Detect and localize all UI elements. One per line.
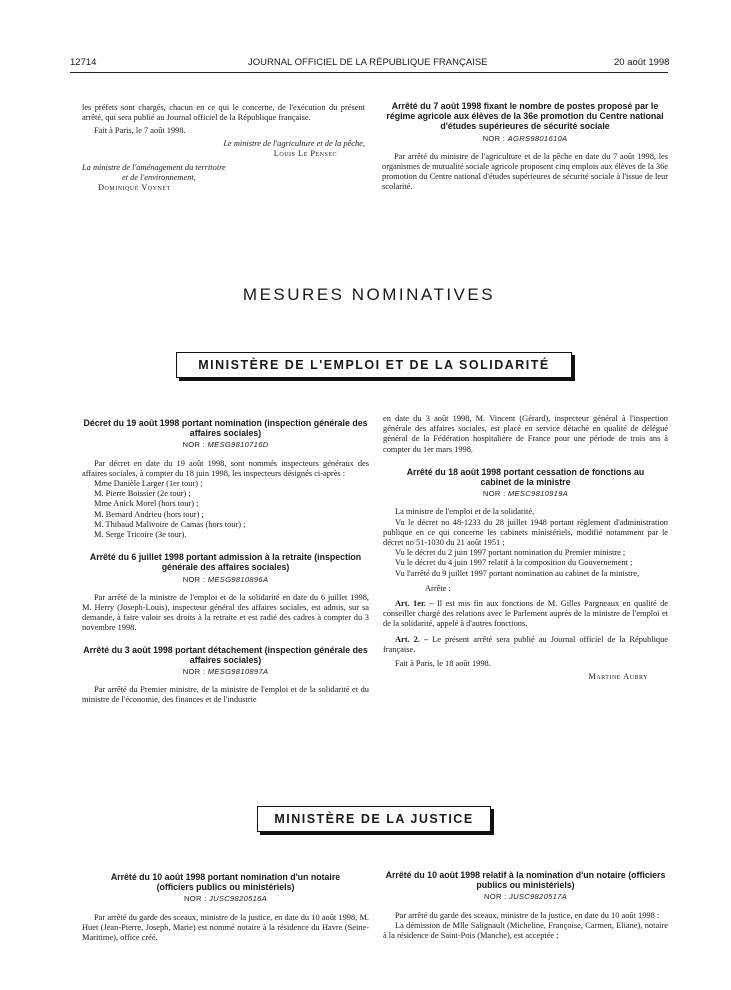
- nor-reference: [82, 667, 369, 677]
- nor-code: JUSC9820516A: [208, 894, 268, 904]
- ministry-heading: MINISTÈRE DE L'EMPLOI ET DE LA SOLIDARITÉ: [198, 358, 550, 372]
- page-number: 12714: [70, 57, 97, 68]
- nominee-item: Mme Danièle Larger (1er tour) ;: [94, 479, 203, 489]
- nor-label: NOR :: [482, 489, 506, 499]
- nominee-item: M. Serge Tricoire (3e tour).: [94, 530, 187, 540]
- issue-date: 20 août 1998: [614, 57, 670, 68]
- article-1: [383, 599, 668, 630]
- fait-a-paris: Fait à Paris, le 18 août 1998.: [395, 659, 491, 669]
- article-paragraph: Par arrêté du garde des sceaux, ministre de la justice, en date du 10 août 1998 :: [395, 910, 660, 920]
- nor-reference: [383, 892, 668, 902]
- nor-code: JUSC9820517A: [508, 892, 568, 902]
- top-left-column: [82, 103, 365, 194]
- journal-title: JOURNAL OFFICIEL DE LA RÉPUBLIQUE FRANÇAISE: [248, 57, 488, 68]
- nor-label: NOR :: [182, 574, 206, 584]
- ministry-heading-box: [176, 352, 572, 378]
- ministry-heading-box: [257, 806, 491, 832]
- nor-code: MESC9810919A: [507, 489, 569, 499]
- arrete-word: Arrête :: [425, 583, 451, 593]
- article-paragraph: Par arrêté du garde des sceaux, ministre de la justice, en date du 10 août 1998, M. Huet (Jean-Pierre, Joseph, Marie) est nommé notaire à la résidence du Havre (Seine-Maritime), office créé.: [82, 912, 369, 943]
- article-paragraph: Par arrêté du ministre de l'agriculture et de la pêche en date du 7 août 1998, les organismes de mutualité sociale agricole proposent cinq emplois aux élèves de la 36e promotion du Centre national d'études supérieures de sécurité sociale à l'issue de leur scolarité.: [382, 151, 668, 192]
- nor-label: NOR :: [182, 667, 206, 677]
- signature-name: Martine Aubry: [588, 672, 648, 682]
- article-paragraph: Par arrêté du Premier ministre, de la ministre de l'emploi et de la solidarité et du ministre de l'économie, des finances et de l'industrie: [82, 685, 369, 705]
- nor-label: NOR :: [483, 892, 507, 902]
- article-2-label: Art. 2. –: [395, 634, 429, 644]
- nor-code: MESG9810897A: [207, 667, 269, 677]
- signature-name: Louis Le Pensec: [273, 148, 337, 158]
- article-title: Arrêté du 10 août 1998 relatif à la nomination d'un notaire (officiers publics ou ministériels): [385, 870, 666, 891]
- article-title: Arrêté du 18 août 1998 portant cessation de fonctions au cabinet de la ministre: [406, 466, 645, 488]
- article-paragraph: La démission de Mlle Salignault (Micheline, Françoise, Carmen, Eliane), notaire à la résidence de Saint-Pois (Manche), est acceptée ;: [383, 920, 668, 941]
- section-heading: MESURES NOMINATIVES: [242, 285, 496, 304]
- nor-reference: [382, 134, 668, 144]
- nor-reference: [82, 575, 369, 585]
- article-2: [383, 635, 668, 655]
- vu-clause: Vu le décret du 2 juin 1997 portant nomination du Premier ministre ;: [395, 548, 626, 558]
- vu-clause: Vu l'arrêté du 9 juillet 1997 portant nomination au cabinet de la ministre,: [395, 568, 640, 578]
- nor-label: NOR :: [482, 133, 506, 143]
- nominee-item: M. Pierre Boissier (2e tour) ;: [94, 489, 191, 499]
- signature-role: Le ministre de l'agriculture et de la pêche,: [223, 138, 365, 148]
- signature-role: La ministre de l'aménagement du territoire: [82, 163, 226, 173]
- nor-code: AGRS9801610A: [507, 133, 568, 143]
- article-title: Arrêté du 3 août 1998 portant détachement (inspection générale des affaires sociales): [83, 644, 368, 665]
- header-rule: [70, 72, 668, 73]
- article-paragraph: Par arrêté de la ministre de l'emploi et de la solidarité en date du 6 juillet 1998, M. Herry (Joseph-Louis), inspecteur général des affaires sociales, est admis, sur sa demande, à faire valoir ses droits à la retraite et est radié des cadres à compter du 3 novembre 1998.: [82, 592, 369, 633]
- article-paragraph: La ministre de l'emploi et de la solidarité,: [395, 507, 535, 517]
- closing-paragraph: les préfets sont chargés, chacun en ce qui le concerne, de l'exécution du présent arrêté, qui sera publié au Journal officiel de la République française.: [82, 103, 365, 123]
- bottom-left-column: [82, 872, 369, 943]
- middle-left-column: [82, 418, 369, 706]
- article-paragraph: Par décret en date du 19 août 1998, sont nommés inspecteurs généraux des affaires sociales, à compter du 18 juin 1998, les inspecteurs désignés ci-après :: [82, 458, 369, 478]
- nor-reference: [82, 440, 369, 450]
- article-1-label: Art. 1er. –: [395, 599, 434, 609]
- nominee-item: Mme Anick Morel (hors tour) ;: [94, 499, 199, 509]
- signature-role: et de l'environnement,: [122, 173, 196, 183]
- article-2-text: Le présent arrêté sera publié au Journal officiel de la République française.: [383, 634, 669, 654]
- vu-clause: Vu le décret no 48-1233 du 28 juillet 1948 portant règlement d'administration publique en ce qui concerne les cabinets ministériels, modifié notamment par le décret no 51-1030 du 21 août 1951 ;: [383, 517, 668, 548]
- top-right-column: [382, 101, 668, 193]
- nor-code: MESG9810716D: [207, 440, 269, 450]
- middle-right-column: [383, 414, 668, 682]
- fait-a-paris: Fait à Paris, le 7 août 1998.: [94, 126, 186, 136]
- bottom-right-column: [383, 870, 668, 941]
- nominee-item: M. Bernard Andrieu (hors tour) ;: [94, 509, 204, 519]
- nor-code: MESG9810896A: [207, 574, 269, 584]
- nor-reference: [383, 489, 668, 499]
- signature-name: Dominique Voynet: [98, 183, 171, 193]
- article-title: Décret du 19 août 1998 portant nomination (inspection générale des affaires sociales): [83, 418, 368, 439]
- article-title: Arrêté du 10 août 1998 portant nomination d'un notaire (officiers publics ou ministériels): [110, 872, 341, 893]
- article-title: Arrêté du 6 juillet 1998 portant admission à la retraite (inspection générale des affaires sociales): [89, 552, 362, 573]
- nominee-item: M. Thibaud Malivoire de Camas (hors tour) ;: [94, 519, 246, 529]
- vu-clause: Vu le décret du 4 juin 1997 relatif à la composition du Gouvernement ;: [395, 558, 633, 568]
- ministry-heading: MINISTÈRE DE LA JUSTICE: [274, 812, 474, 826]
- nor-label: NOR :: [183, 894, 207, 904]
- continued-paragraph: en date du 3 août 1998, M. Vincent (Gérard), inspecteur général à l'inspection générale des affaires sociales, est placé en service détaché en qualité de délégué général de la Fédération hospitalière de France pour une période de trois ans à compter du 1er mars 1998.: [383, 414, 668, 454]
- article-title: Arrêté du 7 août 1998 fixant le nombre de postes proposé par le régime agricole aux élèves de la 36e promotion du Centre national d'études supérieures de sécurité sociale: [386, 101, 664, 132]
- article-1-text: Il est mis fin aux fonctions de M. Gilles Pargneaux en qualité de conseiller chargé des relations avec le Parlement auprès de la ministre de l'emploi et de la solidarité, appelé à d'autres fonctions.: [383, 599, 669, 629]
- nor-reference: [82, 894, 369, 904]
- nor-label: NOR :: [182, 440, 206, 450]
